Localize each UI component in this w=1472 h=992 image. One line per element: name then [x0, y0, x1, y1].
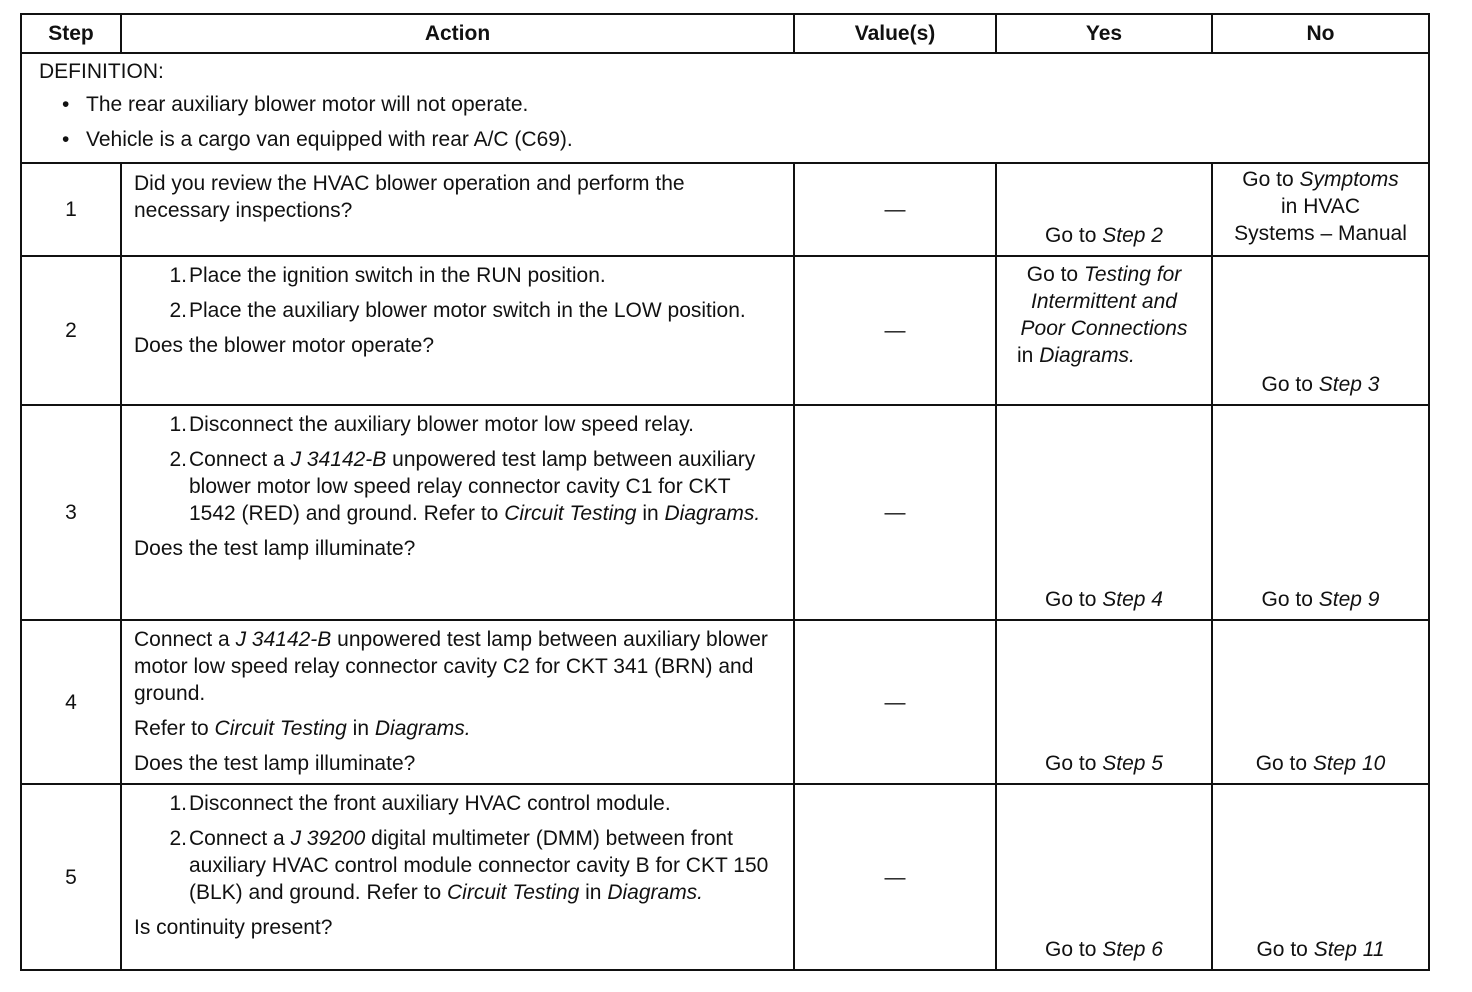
definition-row — [21, 53, 1429, 163]
header-action: Action — [121, 14, 794, 53]
action-paragraph — [134, 626, 779, 707]
step-no — [1212, 620, 1429, 784]
reference-title: Testing for — [1083, 263, 1182, 286]
yes-goto — [997, 936, 1211, 963]
step-ref: Step 2 — [1102, 224, 1163, 247]
step-row-2 — [21, 256, 1429, 405]
header-row — [21, 14, 1429, 53]
go-to-text: Go to — [1045, 752, 1097, 775]
action-paragraph — [134, 715, 779, 742]
action-list-item — [134, 297, 779, 324]
reference-title: Diagrams. — [374, 717, 471, 740]
step-number: 5 — [21, 784, 121, 970]
list-number: 2. — [169, 827, 187, 850]
step-value: — — [794, 405, 996, 620]
step-no — [1212, 784, 1429, 970]
reference-title: Poor Connections — [1020, 317, 1188, 340]
in-text: in — [585, 881, 602, 904]
definition-bullet — [39, 87, 1428, 122]
step-value: — — [794, 620, 996, 784]
step-row-1 — [21, 163, 1429, 256]
step-ref: Step 10 — [1312, 752, 1386, 775]
tool-number: J 34142-B — [235, 628, 332, 651]
reference-title: Diagrams. — [664, 502, 761, 525]
action-list-item — [134, 262, 779, 289]
step-number: 2 — [21, 256, 121, 405]
refer-text: Refer to — [134, 717, 209, 740]
list-text — [189, 446, 779, 527]
step-ref: Step 4 — [1102, 588, 1163, 611]
reference-title: Circuit Testing — [447, 881, 580, 904]
action-question: Does the blower motor operate? — [134, 334, 434, 357]
list-number: 1. — [169, 264, 187, 287]
go-to-text: Go to — [1255, 752, 1308, 775]
go-to-text: Go to — [1045, 224, 1097, 247]
yes-goto — [997, 750, 1211, 777]
step-ref: Step 5 — [1102, 752, 1163, 775]
definition-bullet-text: The rear auxiliary blower motor will not operate. — [86, 93, 529, 116]
reference-title: Intermittent and — [1031, 290, 1177, 313]
step-action — [121, 256, 794, 405]
action-question: Is continuity present? — [134, 916, 333, 939]
no-goto — [1213, 371, 1428, 398]
list-number: 2. — [169, 448, 187, 471]
action-list-item — [134, 790, 779, 817]
list-number: 1. — [169, 792, 187, 815]
action-question: Does the test lamp illuminate? — [134, 537, 416, 560]
go-to-text: Go to — [1026, 263, 1079, 286]
step-yes — [996, 405, 1212, 620]
header-values: Value(s) — [794, 14, 996, 53]
list-text: Disconnect the front auxiliary HVAC control module. — [189, 792, 671, 815]
bullet-mark: • — [62, 128, 70, 151]
action-list-item — [134, 446, 779, 527]
step-ref: Step 9 — [1318, 588, 1380, 611]
in-text: in — [642, 502, 659, 525]
list-text: Place the ignition switch in the RUN position. — [189, 264, 606, 287]
no-goto — [1213, 936, 1428, 963]
list-text: Disconnect the auxiliary blower motor low speed relay. — [189, 413, 695, 436]
step-no — [1212, 256, 1429, 405]
reference-line: in HVAC — [1281, 195, 1360, 218]
definition-title: DEFINITION: — [39, 60, 164, 83]
list-text-continued: digital multimeter (DMM) between front auxiliary HVAC control module connector cavity B for CKT 150 (BLK) and ground. Refer to — [189, 827, 769, 904]
step-value: — — [794, 256, 996, 405]
step-yes — [996, 784, 1212, 970]
reference-line: Systems – Manual — [1234, 222, 1407, 245]
step-row-5 — [21, 784, 1429, 970]
connect-text: Connect a — [134, 628, 230, 651]
list-number: 1. — [169, 413, 187, 436]
step-ref: Step 11 — [1313, 938, 1385, 961]
reference-title: Circuit Testing — [214, 717, 347, 740]
reference-title: Diagrams. — [1039, 344, 1135, 367]
reference-title: Circuit Testing — [504, 502, 637, 525]
go-to-text: Go to — [1045, 938, 1097, 961]
connect-text: Connect a — [189, 827, 285, 850]
step-value: — — [794, 784, 996, 970]
in-text: in — [1017, 344, 1034, 367]
definition-bullet-text: Vehicle is a cargo van equipped with rear A/C (C69). — [86, 128, 573, 151]
reference-title: Symptoms — [1299, 168, 1399, 191]
step-no — [1212, 163, 1429, 256]
step-yes — [996, 256, 1212, 405]
action-list-item — [134, 825, 779, 906]
go-to-text: Go to — [1242, 168, 1294, 191]
step-no — [1212, 405, 1429, 620]
action-question: Does the test lamp illuminate? — [134, 752, 416, 775]
step-row-3 — [21, 405, 1429, 620]
step-number: 1 — [21, 163, 121, 256]
no-goto — [1213, 164, 1428, 247]
step-yes — [996, 163, 1212, 256]
header-yes: Yes — [996, 14, 1212, 53]
go-to-text: Go to — [1045, 588, 1097, 611]
step-number: 4 — [21, 620, 121, 784]
diagnostic-table — [20, 13, 1430, 971]
step-yes — [996, 620, 1212, 784]
list-text: Place the auxiliary blower motor switch in the LOW position. — [189, 299, 746, 322]
go-to-text: Go to — [1256, 938, 1308, 961]
action-text: unpowered test lamp between auxiliary blower motor low speed relay connector cavity C2 for CKT 341 (BRN) and ground. — [134, 628, 768, 705]
step-action — [121, 163, 794, 256]
reference-title: Diagrams. — [607, 881, 704, 904]
step-action — [121, 620, 794, 784]
go-to-text: Go to — [1261, 588, 1313, 611]
header-step: Step — [21, 14, 121, 53]
yes-goto — [997, 586, 1211, 613]
no-goto — [1213, 586, 1428, 613]
step-ref: Step 6 — [1102, 938, 1163, 961]
list-number: 2. — [169, 299, 187, 322]
connect-text: Connect a — [189, 448, 285, 471]
list-text-continued: unpowered test lamp between auxiliary blower motor low speed relay connector cavity C1 for CKT 1542 (RED) and ground. Refer to — [189, 448, 756, 525]
definition-bullet — [39, 122, 1428, 157]
header-no: No — [1212, 14, 1429, 53]
tool-number: J 34142-B — [290, 448, 387, 471]
tool-number: J 39200 — [290, 827, 366, 850]
step-value: — — [794, 163, 996, 256]
bullet-mark: • — [62, 93, 70, 116]
list-text — [189, 825, 779, 906]
action-list-item — [134, 411, 779, 438]
step-action — [121, 405, 794, 620]
step-number: 3 — [21, 405, 121, 620]
step-action — [121, 784, 794, 970]
yes-goto — [997, 222, 1211, 249]
in-text: in — [352, 717, 370, 740]
definition-cell — [21, 53, 1429, 163]
step-row-4 — [21, 620, 1429, 784]
no-goto — [1213, 750, 1428, 777]
go-to-text: Go to — [1261, 373, 1313, 396]
action-text: Did you review the HVAC blower operation and perform the necessary inspections? — [134, 172, 685, 222]
step-ref: Step 3 — [1318, 373, 1380, 396]
yes-goto — [997, 257, 1211, 369]
